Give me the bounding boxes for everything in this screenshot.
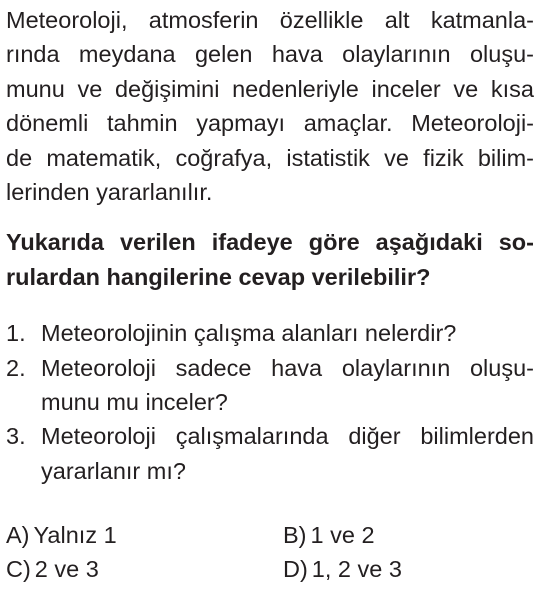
list-item (6, 419, 534, 453)
passage-line: munu ve değişimini nedenleriyle inceler ve kısa (6, 75, 534, 102)
passage-line: de matematik, coğrafya, istatistik ve fizik bilim- (6, 144, 534, 171)
option-letter: C) (6, 556, 31, 583)
item-text: Meteorolojinin çalışma alanları nelerdir? (41, 320, 457, 347)
item-number: 1. (6, 320, 26, 347)
question-line: Yukarıda verilen ifadeye göre aşağıdaki so- (6, 229, 534, 256)
option-d[interactable] (283, 552, 402, 586)
option-b[interactable] (283, 518, 375, 552)
option-c[interactable] (6, 552, 99, 586)
question-line: rulardan hangilerine cevap verilebilir? (6, 263, 431, 290)
option-letter: B) (283, 522, 307, 549)
question-stem (6, 225, 534, 294)
option-a[interactable] (6, 518, 117, 552)
passage-text (6, 0, 534, 209)
item-number: 3. (6, 423, 26, 450)
item-number: 2. (6, 354, 26, 381)
passage-line: dönemli tahmin yapmayı amaçlar. Meteoroloji- (6, 110, 534, 137)
option-text: 2 ve 3 (34, 556, 99, 583)
item-text: Meteoroloji sadece hava olaylarının oluşu- (41, 354, 534, 381)
list-item-continuation (6, 385, 534, 419)
passage-line: Meteoroloji, atmosferin özellikle alt katmanla- (6, 7, 534, 33)
list-item (6, 351, 534, 385)
item-text: yararlanır mı? (41, 457, 186, 484)
option-letter: D) (283, 556, 308, 583)
option-text: Yalnız 1 (33, 522, 117, 549)
option-text: 1, 2 ve 3 (311, 556, 402, 583)
item-text: munu mu inceler? (41, 388, 228, 415)
list-item-continuation (6, 454, 534, 488)
answer-options (6, 518, 534, 598)
passage-line: lerinden yararlanılır. (6, 178, 213, 205)
option-text: 1 ve 2 (310, 522, 375, 549)
list-item (6, 316, 534, 350)
question-items (6, 316, 534, 488)
item-text: Meteoroloji çalışmalarında diğer bilimlerden (41, 423, 534, 450)
option-letter: A) (6, 522, 30, 549)
question-page (6, 0, 534, 598)
passage-line: rında meydana gelen hava olaylarının oluşu- (6, 41, 534, 68)
